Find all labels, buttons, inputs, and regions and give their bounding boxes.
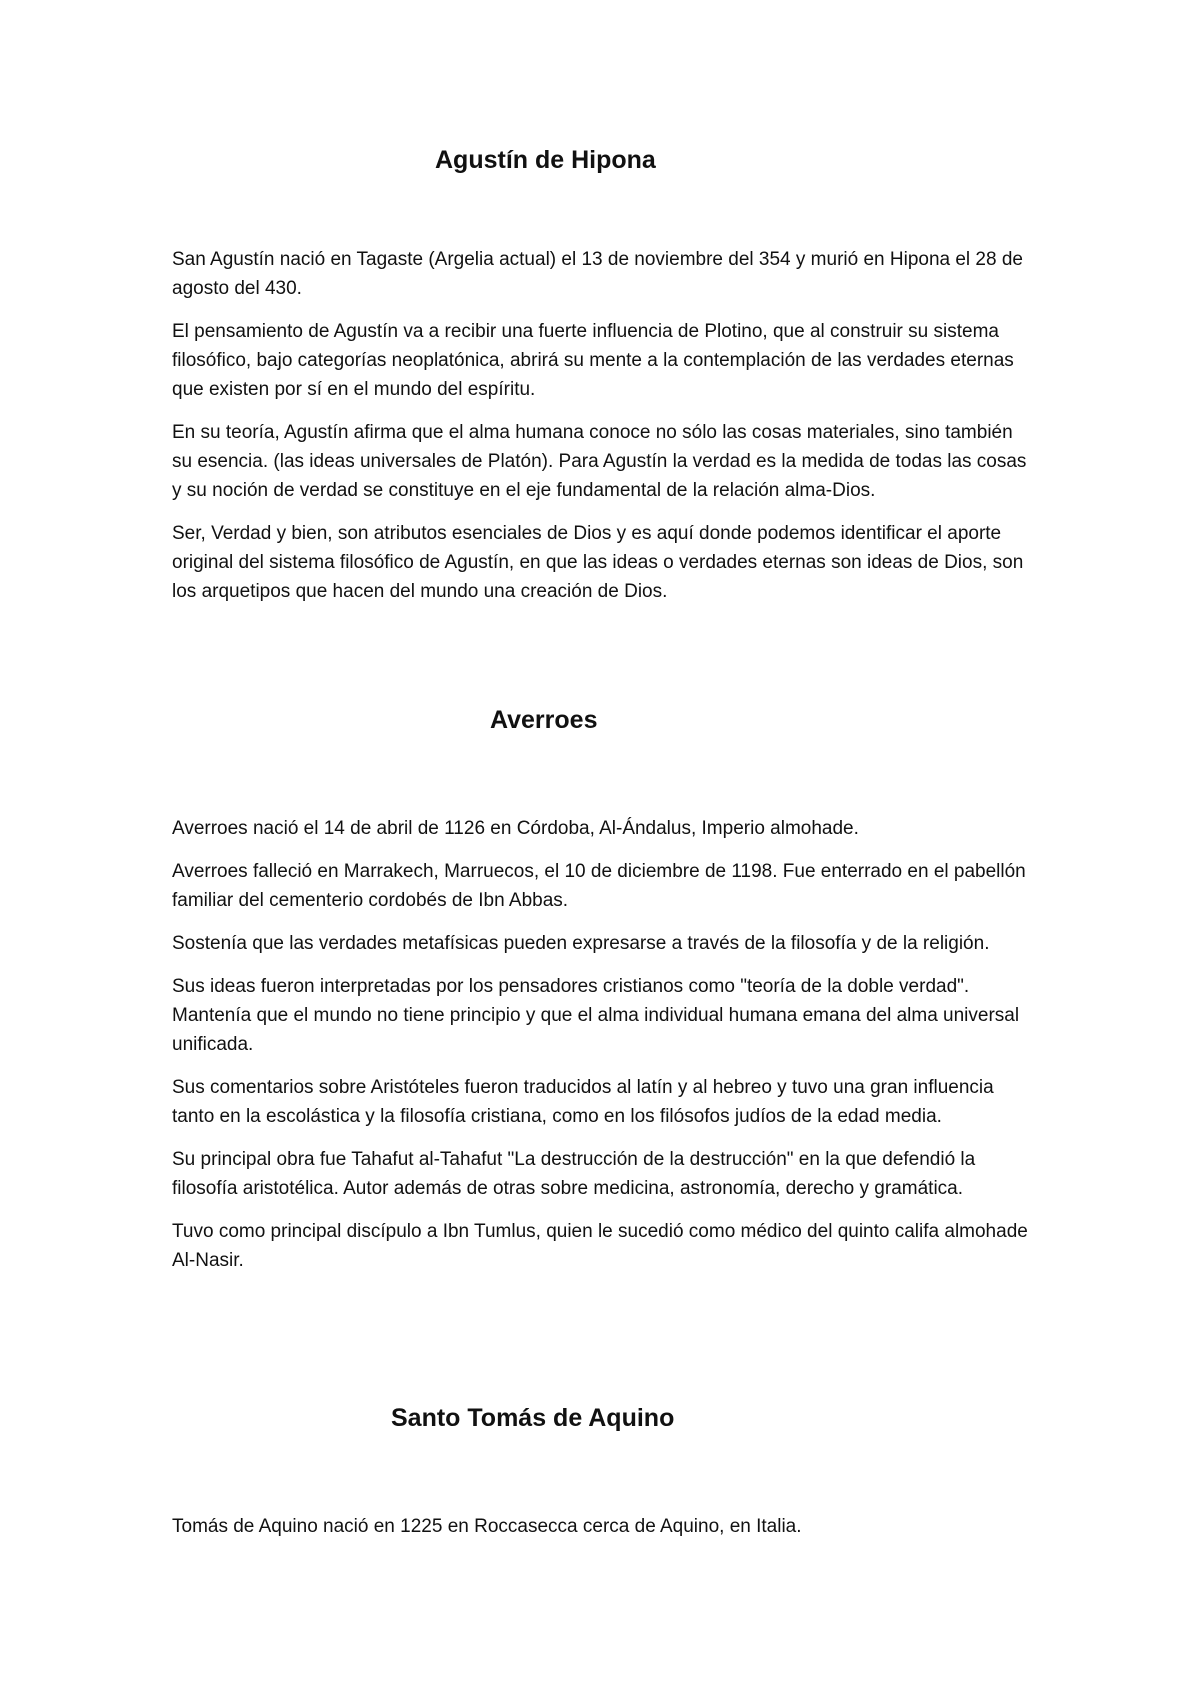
- paragraph: En su teoría, Agustín afirma que el alma humana conoce no sólo las cosas materiales, sino también su esencia. (las ideas universales de Platón). Para Agustín la verdad es la medida de todas las cosas y su noción de verdad se constituye en el eje fundamental de la relación alma-Dios.: [172, 422, 1027, 501]
- paragraph: Su principal obra fue Tahafut al-Tahafut "La destrucción de la destrucción" en la que defendió la filosofía aristotélica. Autor además de otras sobre medicina, astronomía, derecho y gramática.: [172, 1149, 976, 1199]
- section-tomas-de-aquino: [172, 1404, 1032, 1555]
- paragraph: Sus comentarios sobre Aristóteles fueron traducidos al latín y al hebreo y tuvo una gran influencia tanto en la escolástica y la filosofía cristiana, como en los filósofos judíos de la edad media.: [172, 1077, 994, 1127]
- paragraph: Averroes falleció en Marrakech, Marruecos, el 10 de diciembre de 1198. Fue enterrado en el pabellón familiar del cementerio cordobés de Ibn Abbas.: [172, 861, 1026, 911]
- paragraph: San Agustín nació en Tagaste (Argelia actual) el 13 de noviembre del 354 y murió en Hipona el 28 de agosto del 430.: [172, 249, 1023, 299]
- section-body: [172, 1512, 1032, 1541]
- paragraph: Averroes nació el 14 de abril de 1126 en Córdoba, Al-Ándalus, Imperio almohade.: [172, 818, 859, 839]
- section-agustin: [172, 146, 1032, 620]
- section-title: Agustín de Hipona: [435, 146, 656, 174]
- paragraph: Sus ideas fueron interpretadas por los pensadores cristianos como "teoría de la doble verdad". Mantenía que el mundo no tiene principio y que el alma individual humana emana del alma universal unificada.: [172, 976, 1020, 1055]
- section-title: Santo Tomás de Aquino: [391, 1404, 675, 1432]
- section-body: [172, 814, 1032, 1275]
- paragraph: Tuvo como principal discípulo a Ibn Tumlus, quien le sucedió como médico del quinto califa almohade Al-Nasir.: [172, 1221, 1028, 1271]
- paragraph: Sostenía que las verdades metafísicas pueden expresarse a través de la filosofía y de la religión.: [172, 933, 990, 954]
- paragraph: Ser, Verdad y bien, son atributos esenciales de Dios y es aquí donde podemos identificar el aporte original del sistema filosófico de Agustín, en que las ideas o verdades eternas son ideas de Dios, son los arquetipos que hacen del mundo una creación de Dios.: [172, 523, 1024, 602]
- section-title: Averroes: [490, 706, 598, 734]
- section-body: [172, 245, 1032, 606]
- paragraph: El pensamiento de Agustín va a recibir una fuerte influencia de Plotino, que al construir su sistema filosófico, bajo categorías neoplatónica, abrirá su mente a la contemplación de las verdades eternas que existen por sí en el mundo del espíritu.: [172, 321, 1014, 400]
- paragraph: Tomás de Aquino nació en 1225 en Roccasecca cerca de Aquino, en Italia.: [172, 1516, 802, 1537]
- section-averroes: [172, 706, 1032, 1289]
